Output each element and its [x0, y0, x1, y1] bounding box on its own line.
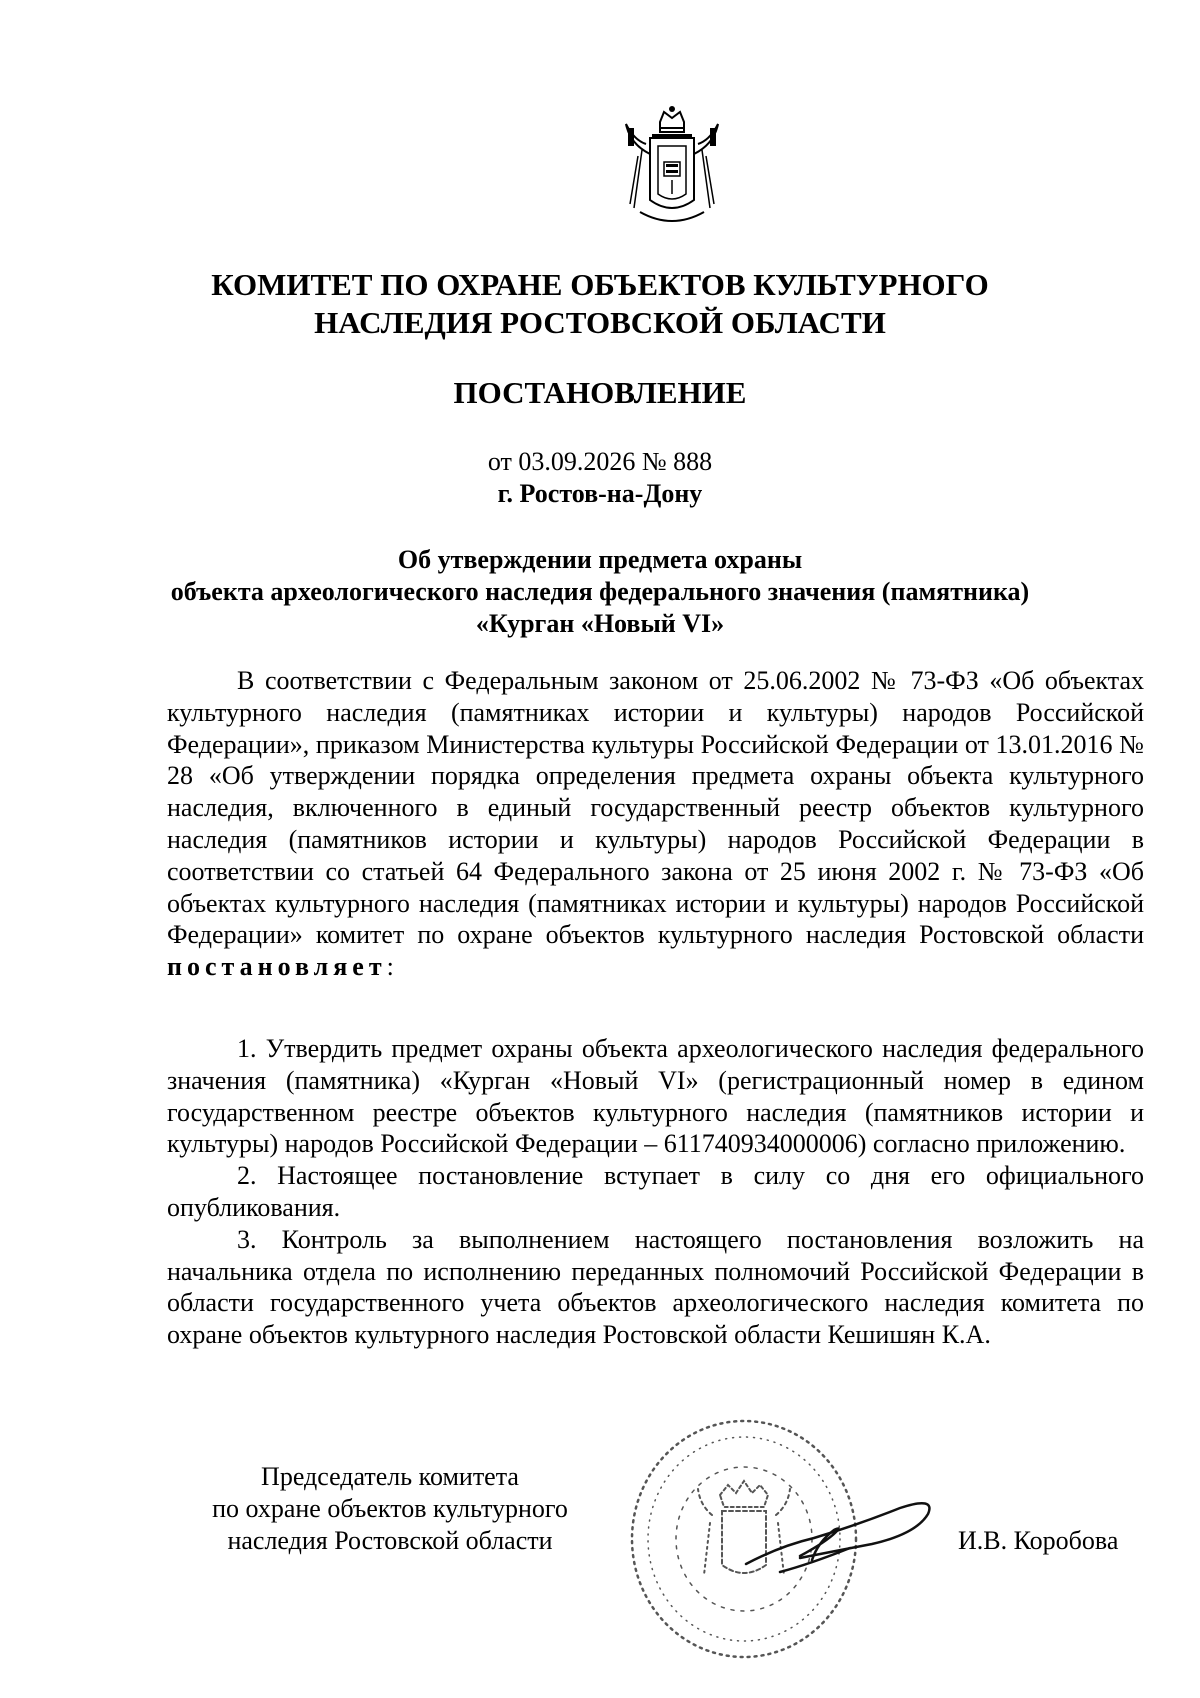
document-city: г. Ростов-на-Дону: [497, 479, 703, 508]
organization-title: [160, 266, 1040, 342]
preamble-text: В соответствии с Федеральным законом от 25.06.2002 № 73-ФЗ «Об объектах культурного наследия (памятниках истории и культуры) народов Российской Федерации», приказом Министерства культуры Российской Федерации от 13.01.2016 № 28 «Об утверждении порядка определения предмета охраны объекта культурного наследия, включенного в единый государственный реестр объектов культурного наследия (памятников истории и культуры) народов Российской Федерации в соответствии со статьей 64 Федерального закона от 25 июня 2002 г. № 73-ФЗ «Об объектах культурного наследия (памятниках истории и культуры) народов Российской Федерации» комитет по охране объектов культурного наследия Ростовской области: [167, 666, 1144, 950]
subject-line1: Об утверждении предмета охраны: [397, 545, 803, 574]
signatory-position-line3: наследия Ростовской области: [227, 1526, 553, 1555]
document-subject: [160, 544, 1040, 640]
subject-line2: объекта археологического наследия федерального значения (памятника): [170, 577, 1030, 606]
preamble: [167, 665, 1144, 983]
decree-point-2: 2. Настоящее постановление вступает в силу со дня его официального опубликования.: [167, 1161, 1144, 1222]
document-date-number: от 03.09.2026 № 888: [487, 447, 713, 476]
decree-colon: :: [386, 952, 394, 982]
signatory-position: [180, 1461, 600, 1557]
decree-point-1: 1. Утвердить предмет охраны объекта археологического наследия федерального значения (памятника) «Курган «Новый VI» (регистрационный номер в едином государственном реестре объектов культурного наследия (памятников истории и культуры) народов Российской Федерации – 611740934000006) согласно приложению.: [167, 1034, 1144, 1159]
organization-title-line1: КОМИТЕТ ПО ОХРАНЕ ОБЪЕКТОВ КУЛЬТУРНОГО: [211, 267, 989, 302]
subject-line3: «Курган «Новый VI»: [475, 609, 725, 638]
decree-point-3: 3. Контроль за выполнением настоящего постановления возложить на начальника отдела по исполнению переданных полномочий Российской Федерации в области государственного учета объектов археологического наследия комитета по охране объектов культурного наследия Ростовской области Кешишян К.А.: [167, 1224, 1144, 1350]
signatory-name: И.В. Коробова: [958, 1526, 1119, 1555]
coat-of-arms-emblem: [612, 104, 732, 232]
document-type: ПОСТАНОВЛЕНИЕ: [453, 375, 747, 410]
handwritten-signature: [740, 1490, 940, 1580]
decree-word: постановляет: [167, 952, 387, 982]
signatory-position-line1: Председатель комитета: [261, 1462, 519, 1491]
organization-title-line2: НАСЛЕДИЯ РОСТОВСКОЙ ОБЛАСТИ: [314, 305, 886, 340]
decree-points: [167, 1033, 1144, 1351]
signatory-position-line2: по охране объектов культурного: [212, 1494, 568, 1523]
preamble-paragraph: [167, 665, 1144, 983]
